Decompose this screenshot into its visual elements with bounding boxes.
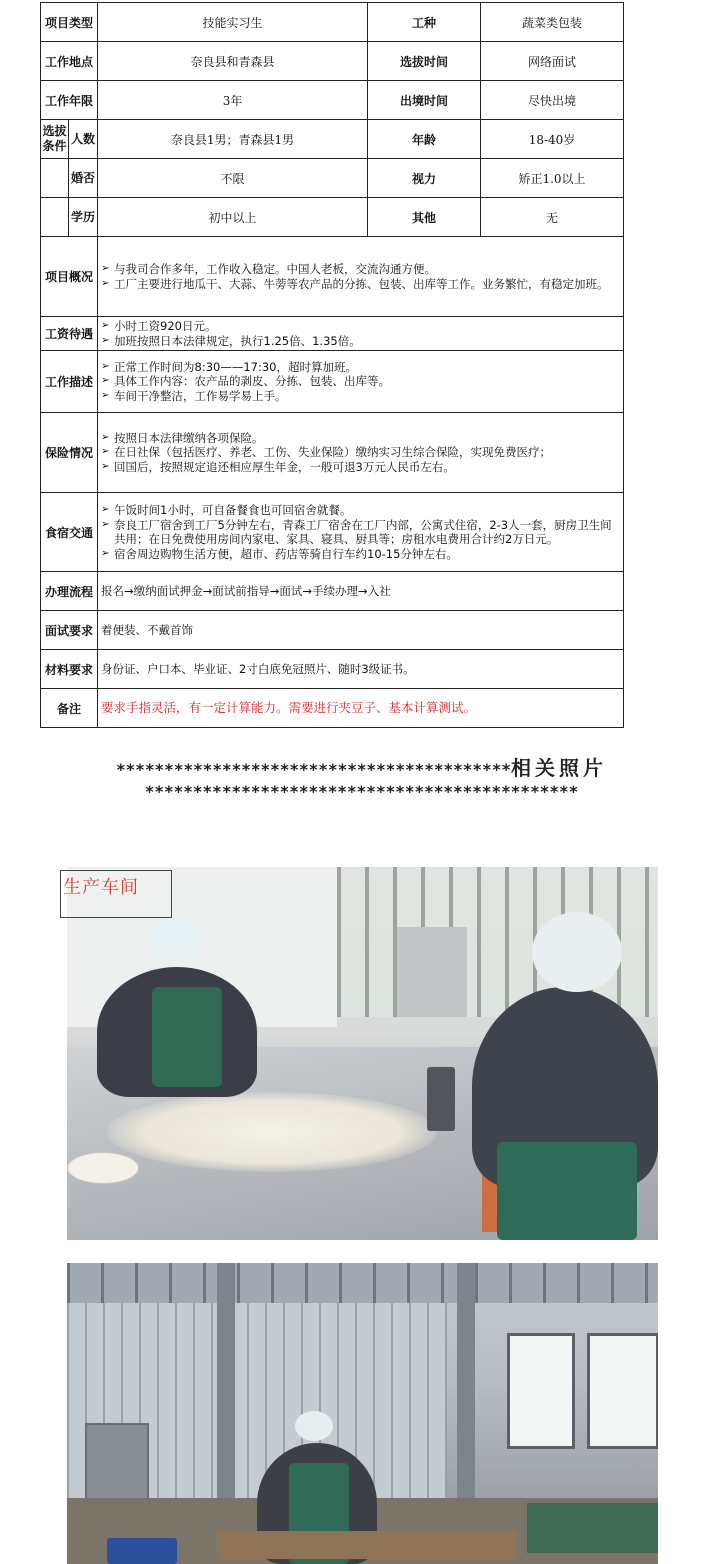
insurance-item: ➢ 按照日本法律缴纳各项保险。 xyxy=(101,431,620,446)
photo-blue-machine xyxy=(107,1538,177,1564)
label-eyesight: 视力 xyxy=(368,159,481,198)
interview-value: 着便装、不戴首饰 xyxy=(98,611,624,650)
label-overview: 项目概况 xyxy=(41,237,98,317)
label-departure-time: 出境时间 xyxy=(368,81,481,120)
value-education: 初中以上 xyxy=(98,198,368,237)
value-location: 奈良县和青森县 xyxy=(98,42,368,81)
salary-content xyxy=(98,317,624,351)
warehouse-photo xyxy=(67,1263,658,1564)
blank-cell xyxy=(41,198,69,237)
photo-bowl xyxy=(67,1152,139,1184)
salary-item: ➢ 小时工资920日元。 xyxy=(101,319,620,334)
photo-worker-hat xyxy=(147,917,205,961)
remark-value: 要求手指灵活，有一定计算能力。需要进行夹豆子、基本计算测试。 xyxy=(98,689,624,728)
materials-value: 身份证、户口本、毕业证、2寸白底免冠照片、随时3级证书。 xyxy=(98,650,624,689)
value-departure-time: 尽快出境 xyxy=(481,81,624,120)
overview-content xyxy=(98,237,624,317)
blank-cell xyxy=(41,159,69,198)
photos-section-header xyxy=(0,752,723,781)
value-job-category: 蔬菜类包装 xyxy=(481,3,624,42)
job-info-table xyxy=(40,2,624,728)
label-marital-status: 婚否 xyxy=(69,159,98,198)
value-age: 18-40岁 xyxy=(481,120,624,159)
label-project-type: 项目类型 xyxy=(41,3,98,42)
photo-door xyxy=(397,927,467,1017)
photo-window xyxy=(507,1333,575,1449)
label-work-description: 工作描述 xyxy=(41,351,98,413)
photo-window xyxy=(587,1333,658,1449)
value-headcount: 奈良县1男；青森县1男 xyxy=(98,120,368,159)
value-selection-time: 网络面试 xyxy=(481,42,624,81)
label-job-category: 工种 xyxy=(368,3,481,42)
label-interview: 面试要求 xyxy=(41,611,98,650)
process-value: 报名→缴纳面试押金→面试前指导→面试→手续办理→入社 xyxy=(98,572,624,611)
photo-work-bundle xyxy=(217,1531,517,1559)
label-materials: 材料要求 xyxy=(41,650,98,689)
photo-roof xyxy=(67,1263,658,1303)
photo-tube xyxy=(427,1067,455,1131)
lodging-content xyxy=(98,493,624,572)
label-process: 办理流程 xyxy=(41,572,98,611)
label-education: 学历 xyxy=(69,198,98,237)
insurance-item: ➢ 回国后，按照规定追还相应厚生年金，一般可退3万元人民币左右。 xyxy=(101,460,620,475)
label-remark: 备注 xyxy=(41,689,98,728)
photo-worker-apron xyxy=(152,987,222,1087)
insurance-item: ➢ 在日社保（包括医疗、养老、工伤、失业保险）缴纳实习生综合保险，实现免费医疗； xyxy=(101,445,620,460)
photo-worker-hat xyxy=(532,912,622,992)
label-work-years: 工作年限 xyxy=(41,81,98,120)
photo-worker-apron xyxy=(497,1142,637,1240)
work-description-item: ➢ 车间干净整洁，工作易学易上手。 xyxy=(101,389,620,404)
label-other: 其他 xyxy=(368,198,481,237)
insurance-content xyxy=(98,413,624,493)
label-age: 年龄 xyxy=(368,120,481,159)
stars-divider-bottom: ********************************************* xyxy=(144,782,579,801)
salary-item: ➢ 加班按照日本法律规定，执行1.25倍、1.35倍。 xyxy=(101,334,620,349)
value-eyesight: 矫正1.0以上 xyxy=(481,159,624,198)
value-work-years: 3年 xyxy=(98,81,368,120)
stars-divider: ***************************************** xyxy=(116,760,511,779)
value-project-type: 技能实习生 xyxy=(98,3,368,42)
value-marital-status: 不限 xyxy=(98,159,368,198)
overview-item: ➢ 与我司合作多年，工作收入稳定。中国人老板，交流沟通方便。 xyxy=(101,262,620,277)
lodging-item: ➢ 奈良工厂宿舍到工厂5分钟左右，青森工厂宿舍在工厂内部，公寓式住宿，2-3人一套，厨房卫生间共用；在日免费使用房间内家电、家具、寝具、厨具等；房租水电费用合计约2万日元。 xyxy=(101,518,620,547)
lodging-item: ➢ 宿舍周边购物生活方便，超市、药店等骑自行车约10-15分钟左右。 xyxy=(101,547,620,562)
photo-crate xyxy=(527,1503,658,1553)
label-selection-criteria: 选拔条件 xyxy=(41,120,69,159)
photo-garlic-pile xyxy=(107,1092,437,1172)
label-headcount: 人数 xyxy=(69,120,98,159)
label-selection-time: 选拔时间 xyxy=(368,42,481,81)
label-salary: 工资待遇 xyxy=(41,317,98,351)
label-location: 工作地点 xyxy=(41,42,98,81)
overview-item: ➢ 工厂主要进行地瓜干、大蒜、牛蒡等农产品的分拣、包装、出库等工作。业务繁忙，有稳定加班。 xyxy=(101,277,620,292)
workshop-photo xyxy=(67,867,658,1240)
label-insurance: 保险情况 xyxy=(41,413,98,493)
photo-worker-hat xyxy=(295,1411,333,1441)
photo-caption-box xyxy=(60,870,172,918)
value-other: 无 xyxy=(481,198,624,237)
work-description-item: ➢ 具体工作内容：农产品的剥皮、分拣、包装、出库等。 xyxy=(101,374,620,389)
label-lodging-transport: 食宿交通 xyxy=(41,493,98,572)
work-description-content xyxy=(98,351,624,413)
photo-caption: 生产车间 xyxy=(63,877,139,898)
related-photos-heading: 相关照片 xyxy=(510,756,607,780)
lodging-item: ➢ 午饭时间1小时，可自备餐食也可回宿舍就餐。 xyxy=(101,503,620,518)
work-description-item: ➢ 正常工作时间为8:30——17:30，超时算加班。 xyxy=(101,360,620,375)
